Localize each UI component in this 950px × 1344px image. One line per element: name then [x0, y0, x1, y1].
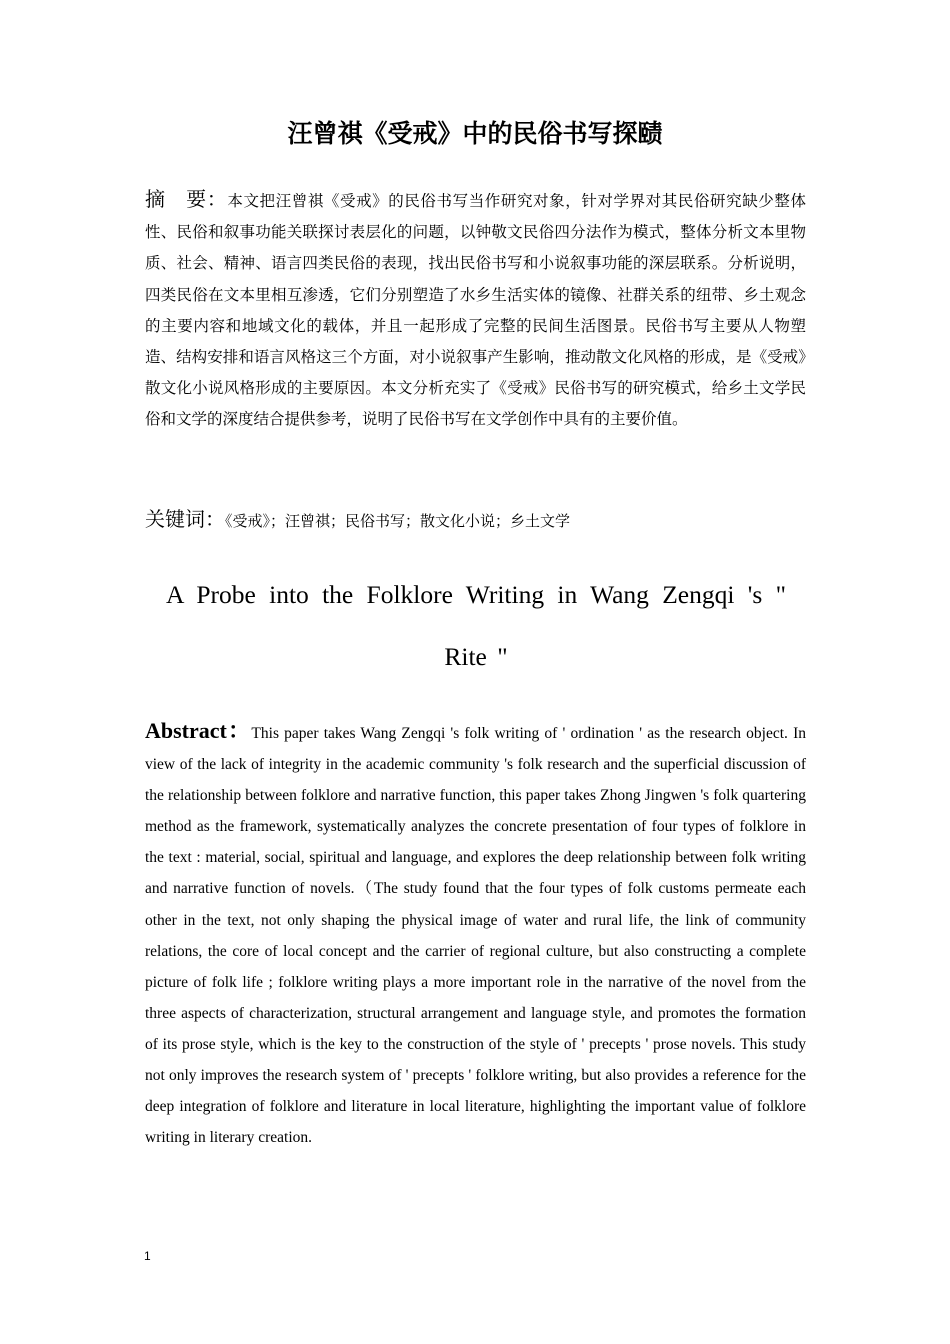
chinese-title: 汪曾祺《受戒》中的民俗书写探赜 — [287, 119, 663, 148]
english-abstract-label: Abstract： — [145, 718, 252, 743]
chinese-abstract — [145, 184, 806, 436]
english-title: A Probe into the Folklore Writing in Wang Zengqi 's " Rite " — [166, 580, 786, 671]
chinese-keywords-label: 关键词： — [145, 507, 225, 531]
page-number: 1 — [144, 1249, 151, 1263]
english-abstract — [145, 715, 806, 1153]
chinese-abstract-label: 摘 要： — [145, 187, 228, 211]
chinese-abstract-text: 本文把汪曾祺《受戒》的民俗书写当作研究对象，针对学界对其民俗研究缺少整体性、民俗和叙事功能关联探讨表层化的问题，以钟敬文民俗四分法作为模式，整体分析文本里物质、社会、精神、语言四类民俗的表现，找出民俗书写和小说叙事功能的深层联系。分析说明，四类民俗在文本里相互渗透，它们分别塑造了水乡生活实体的镜像、社群关系的纽带、乡土观念的主要内容和地域文化的载体，并且一起形成了完整的民间生活图景。民俗书写主要从人物塑造、结构安排和语言风格这三个方面，对小说叙事产生影响，推动散文化风格的形成，是《受戒》散文化小说风格形成的主要原因。本文分析充实了《受戒》民俗书写的研究模式，给乡土文学民俗和文学的深度结合提供参考，说明了民俗书写在文学创作中具有的主要价值。 — [145, 192, 806, 429]
chinese-keywords-text: 《受戒》；汪曾祺；民俗书写；散文化小说；乡土文学 — [225, 512, 571, 530]
chinese-keywords — [145, 503, 806, 537]
english-abstract-text: This paper takes Wang Zengqi 's folk writing of ' ordination ' as the research object. In view of the lack of integrity in the academic community 's folk research and the superficial discussion of the relationship between folklore and narrative function, this paper takes Zhong Jingwen 's folk quartering method as the framework, systematically analyzes the concrete presentation of four types of folklore in the text : material, social, spiritual and language, and explores the deep relationship between folk writing and narrative function of novels.（The study found that the four types of folk customs permeate each other in the text, not only shaping the physical image of water and rural life, the link of community relations, the core of local concept and the carrier of regional culture, but also constructing a complete picture of folk life ; folklore writing plays a more important role in the narrative of the novel from the three aspects of characterization, structural arrangement and language style, and promotes the formation of its prose style, which is the key to the construction of the style of ' precepts ' prose novels. This study not only improves the research system of ' precepts ' folklore writing, but also provides a reference for the deep integration of folklore and literature in local literature, highlighting the important value of folklore writing in literary creation. — [145, 725, 806, 1147]
